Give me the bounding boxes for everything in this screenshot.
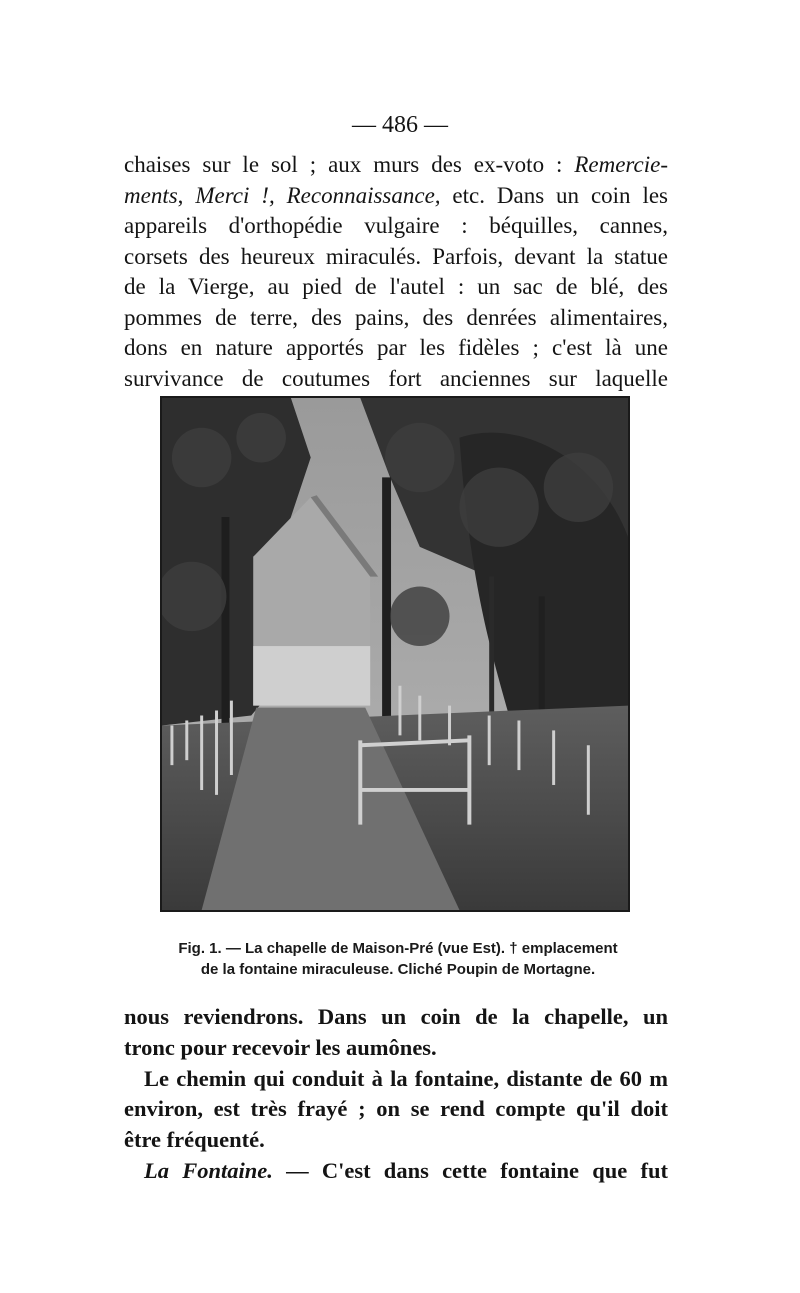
text-line: [124, 181, 668, 212]
caption-line: Fig. 1. — La chapelle de Maison-Pré (vue Est). † emplacement: [178, 940, 618, 957]
text-line: environ, est très frayé ; on se rend compte qu'il doit: [124, 1096, 668, 1122]
text-line: survivance de coutumes fort anciennes sur laquelle: [124, 365, 668, 391]
text-line: [124, 150, 668, 181]
italic-text: Merci !, Reconnaissance,: [195, 182, 441, 208]
text-line: de la Vierge, au pied de l'autel : un sac de blé, des: [124, 274, 668, 299]
chapel-photograph: [160, 396, 630, 912]
text-line: [124, 1156, 668, 1187]
text-segment: chaises sur le sol ; aux murs des ex-voto :: [124, 152, 575, 177]
section-heading-inline: La Fontaine.: [144, 1157, 273, 1183]
text-line: dons en nature apportés par les fidèles ; c'est là une: [124, 335, 668, 360]
text-line: Le chemin qui conduit à la fontaine, distante de 60 m: [144, 1065, 668, 1091]
text-line: appareils d'orthopédie vulgaire : béquilles, cannes,: [124, 213, 668, 238]
text-line: corsets des heureux miraculés. Parfois, devant la statue: [124, 243, 668, 269]
text-segment: ,: [177, 182, 196, 208]
bottom-paragraph: [124, 1002, 668, 1187]
chapel-photo-illustration: [162, 398, 628, 910]
italic-text: ments: [124, 182, 178, 208]
figure-caption: [148, 938, 648, 980]
text-line: tronc pour recevoir les aumônes.: [124, 1034, 437, 1060]
text-segment: etc. Dans un coin les: [440, 182, 668, 208]
text-line: nous reviendrons. Dans un coin de la chapelle, un: [124, 1004, 668, 1029]
text-line: pommes de terre, des pains, des denrées alimentaires,: [124, 304, 668, 330]
italic-text: Remercie-: [574, 152, 668, 177]
caption-line: de la fontaine miraculeuse. Cliché Poupin de Mortagne.: [200, 961, 596, 978]
top-paragraph: [124, 150, 668, 394]
text-line: être fréquenté.: [124, 1127, 265, 1153]
text-segment: — C'est dans cette fontaine que fut: [272, 1157, 668, 1183]
page-number: — 486 —: [352, 112, 448, 138]
